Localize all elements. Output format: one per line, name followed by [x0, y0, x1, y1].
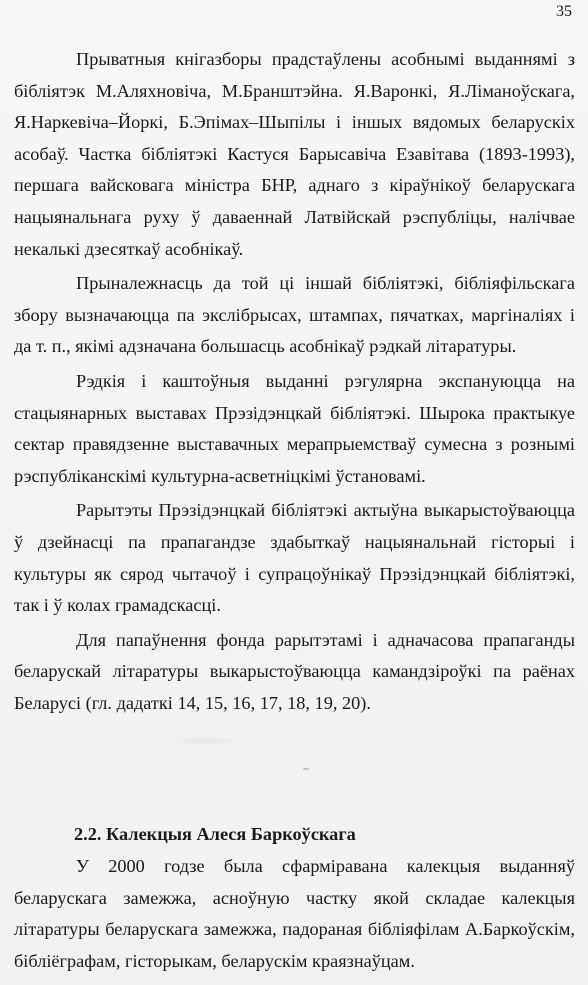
- paragraph-collection-2000: У 2000 годзе была сфарміравана калекцыя выданняў беларускага замежжа, асноўную частку якой складае калекцыя літаратуры беларускага замежжа, падораная бібліяфілам А.Баркоўскім, бібліёграфам, гісторыкам, беларускім краязнаўцам.: [14, 856, 575, 971]
- paragraph-provenance: Прыналежнасць да той ці іншай бібліятэкі, бібліяфільскага збору вызначаюцца па экслібрысах, штампах, пячатках, маргіналіях і да т. п., якімі адзначана большасць асобнікаў рэдкай літаратуры.: [14, 273, 575, 357]
- paragraph-acquisition-trips: Для папаўнення фонда рарытэтамі і адначасова прапаганды беларускай літаратуры выкарыстоўваюцца камандзіроўкі па раёнах Беларусі (гл. дадаткі 14, 15, 16, 17, 18, 19, 20).: [14, 629, 575, 713]
- scan-dot: [303, 768, 309, 770]
- page-number: 35: [556, 3, 572, 20]
- scan-smudge: [170, 736, 240, 746]
- section-spacer: [14, 719, 575, 819]
- paragraph-private-collections: Прыватныя кнігазборы прадстаўлены асобнымі выданнямі з бібліятэк М.Аляхновіча, М.Бранштэйна. Я.Варонкі, Я.Ліманоўскага, Я.Наркевіча–Йоркі, Б.Эпімах–Шыпілы і іншых вядомых беларускіх асобаў. Частка бібліятэкі Кастуся Барысавіча Езавітава (1893-1993), першага вайсковага міністра БНР, аднаго з кіраўнікоў беларускага нацыянальнага руху ў даваеннай Латвійскай рэспубліцы, налічвае некалькі дзесяткаў асобнікаў.: [14, 49, 575, 259]
- paragraph-rarities-usage: Рарытэты Прэзідэнцкай бібліятэкі актыўна выкарыстоўваюцца ў дзейнасці па прапагандзе здабыткаў нацыянальнай гісторыі і культуры як сярод чытачоў і супрацоўнікаў Прэзідэнцкай бібліятэкі, так і ў колах грамадскасці.: [14, 500, 575, 616]
- body-text: [14, 44, 575, 977]
- paragraph-exhibitions: Рэдкія і каштоўныя выданні рэгулярна экспануюцца на стацыянарных выставах Прэзідэнцкай бібліятэкі. Шырока практыкуе сектар правядзенне выставачных мерапрыемстваў сумесна з рознымі рэспубліканскімі культурна-асветніцкімі ўстановамі.: [14, 370, 575, 486]
- section-heading: 2.2. Калекцыя Алеся Баркоўскага: [74, 824, 356, 845]
